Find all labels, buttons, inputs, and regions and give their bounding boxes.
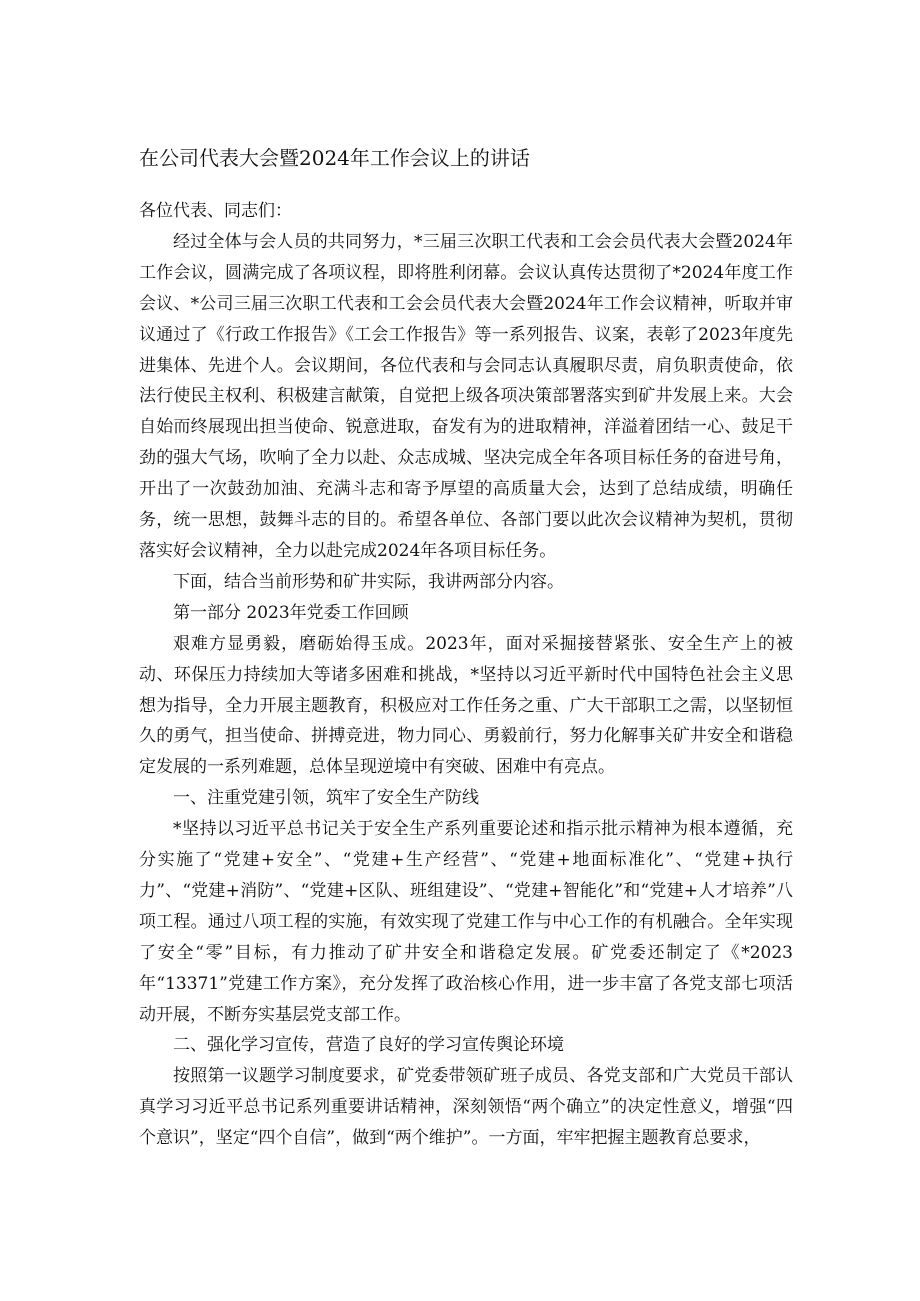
salutation: 各位代表、同志们： — [139, 201, 292, 221]
document-title: 在公司代表大会暨2024年工作会议上的讲话 — [139, 146, 530, 170]
section-heading-part-one: 第一部分 2023年党委工作回顾 — [173, 602, 409, 623]
paragraph-party-building: *坚持以习近平总书记关于安全生产系列重要论述和指示批示精神为根本遵循，充分实施了“党建+安全”、“党建+生产经营”、“党建+地面标准化”、“党建+执行力”、“党建+消防”、“党建+区队、班组建设”、“党建+智能化”和“党建+人才培养”八项工程。通过八项工程的实施，有效实现了党建工作与中心工作的有机融合。全年实现了安全“零”目标，有力推动了矿井安全和谐稳定发展。矿党委还制定了《*2023年“13371”党建工作方案》，充分发挥了政治核心作用，进一步丰富了各党支部七项活动开展，不断夯实基层党支部工作。 — [139, 819, 793, 1025]
paragraph-transition: 下面，结合当前形势和矿井实际，我讲两部分内容。 — [173, 571, 564, 592]
document-body — [139, 196, 793, 1154]
paragraph-study-publicity: 按照第一议题学习制度要求，矿党委带领矿班子成员、各党支部和广大党员干部认真学习习近平总书记系列重要讲话精神，深刻领悟“两个确立”的决定性意义，增强“四个意识”，坚定“四个自信”，做到“两个维护”。一方面，牢牢把握主题教育总要求， — [139, 1066, 793, 1149]
subheading-study-publicity: 二、强化学习宣传，营造了良好的学习宣传舆论环境 — [173, 1035, 564, 1056]
paragraph-review-intro: 艰难方显勇毅，磨砺始得玉成。2023年，面对采掘接替紧张、安全生产上的被动、环保压力持续加大等诸多困难和挑战，*坚持以习近平新时代中国特色社会主义思想为指导，全力开展主题教育，积极应对工作任务之重、广大干部职工之需，以坚韧恒久的勇气，担当使命、拼搏竞进，物力同心、勇毅前行，努力化解事关矿井安全和谐稳定发展的一系列难题，总体呈现逆境中有突破、困难中有亮点。 — [139, 633, 793, 778]
subheading-party-building: 一、注重党建引领，筑牢了安全生产防线 — [173, 788, 479, 809]
paragraph-opening: 经过全体与会人员的共同努力，*三届三次职工代表和工会会员代表大会暨2024年工作会议，圆满完成了各项议程，即将胜利闭幕。会议认真传达贯彻了*2024年度工作会议、*公司三届三次职工代表和工会会员代表大会暨2024年工作会议精神，听取并审议通过了《行政工作报告》《工会工作报告》等一系列报告、议案，表彰了2023年度先进集体、先进个人。会议期间，各位代表和与会同志认真履职尽责，肩负职责使命，依法行使民主权利、积极建言献策，自觉把上级各项决策部署落实到矿井发展上来。大会自始而终展现出担当使命、锐意进取，奋发有为的进取精神，洋溢着团结一心、鼓足干劲的强大气场，吹响了全力以赴、众志成城、坚决完成全年各项目标任务的奋进号角，开出了一次鼓劲加油、充满斗志和寄予厚望的高质量大会，达到了总结成绩，明确任务，统一思想，鼓舞斗志的目的。希望各单位、各部门要以此次会议精神为契机，贯彻落实好会议精神，全力以赴完成2024年各项目标任务。 — [139, 231, 793, 561]
